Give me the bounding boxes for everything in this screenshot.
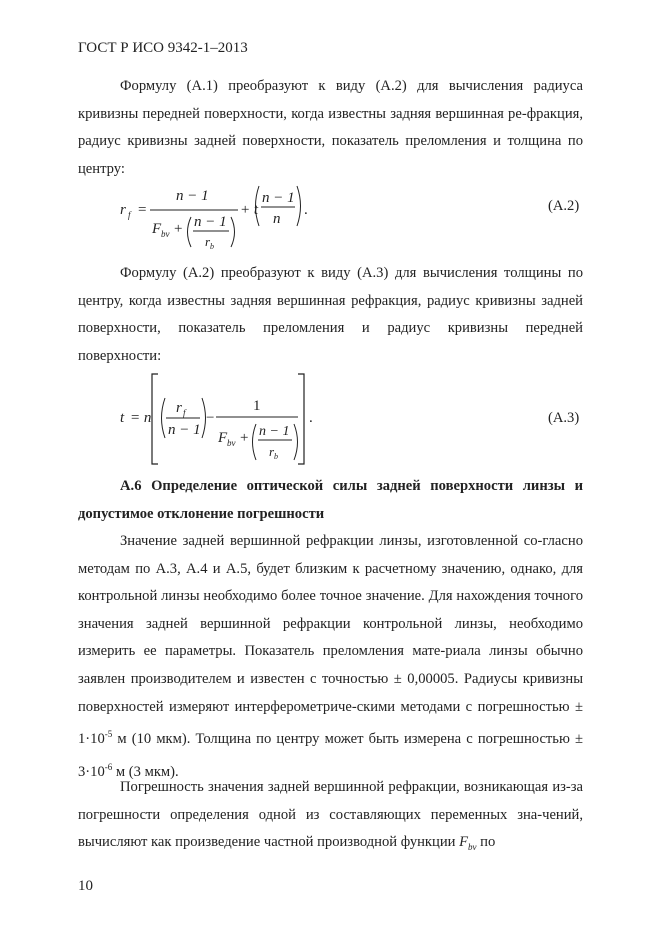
eq-a2-paren-den: n	[273, 211, 281, 227]
eq-a3-right-paren	[202, 398, 206, 438]
eq-a2-right-paren-2	[297, 186, 301, 226]
eq-a2-lhs: r	[120, 202, 126, 218]
eq-a2-den-plus: +	[174, 221, 183, 237]
equation-a3	[78, 370, 588, 470]
eq-a3-inner-num: n − 1	[259, 424, 290, 439]
eq-a3-one: 1	[253, 398, 261, 414]
eq-a2-den-F: F	[152, 221, 162, 237]
paragraph-measurement	[78, 528, 583, 786]
eq-a2-equals: =	[138, 202, 147, 218]
paragraph-text: Формулу (А.1) преобразуют к виду (А.2) для вычисления радиуса кривизны передней поверхности, когда известны задняя вершинная ре-фракция, радиус кривизны задней поверхности, показатель преломления и толщина по центру:	[78, 78, 583, 177]
eq-a3-lhs: t	[120, 410, 125, 426]
para3-exponent-1: -5	[104, 729, 113, 740]
eq-a2-label: (А.2)	[548, 198, 580, 214]
para4-F: F	[459, 834, 469, 851]
eq-a3-minus: −	[206, 410, 215, 426]
eq-a3-den-plus: +	[240, 430, 249, 446]
eq-a3-label: (А.3)	[548, 410, 580, 426]
eq-a2-dot: .	[304, 202, 308, 218]
para4-text-start: Погрешность значения задней вершинной рефракции, возникающая из-за погрешности определения одной из составляющих переменных зна-чений, вычисляют как произведение частной производной функции	[78, 779, 583, 851]
page-number: 10	[78, 878, 93, 894]
eq-a3-den-F-sub: bv	[227, 438, 236, 448]
para3-text-mid: м (10 мкм). Толщина по центру может быть измерена с погрешностью ± 3·10	[78, 731, 583, 780]
eq-a2-den-F-sub: bv	[161, 229, 170, 239]
eq-a3-right-bracket	[298, 374, 304, 464]
para4-F-sub: bv	[468, 842, 477, 853]
para4-text-end: по	[476, 834, 496, 851]
paragraph-text	[78, 774, 583, 862]
eq-a3-inner-left-paren	[253, 424, 257, 460]
eq-a3-eq-n: = n	[130, 410, 152, 426]
eq-a3-f-num: r	[176, 400, 182, 416]
para3-text-start: Значение задней вершинной рефракции линзы, изготовленной со-гласно методам по А.3, А.4 и А.5, будет близким к расчетному значению, однако, для контрольной линзы необходимо более точное значение. Для нахождения точного значения задней вершинной рефракции контрольной линзы, необходимо измерить ее параметры. Показатель преломления мате-риала линзы обычно заявлен производителем и известен с точностью ± 0,00005. Радиусы кривизны поверхностей измеряют интерферометриче-скими методами с погрешностью ± 1·10	[78, 533, 583, 748]
eq-a3-inner-right-paren	[294, 424, 298, 460]
section-heading-a6	[78, 473, 583, 528]
paragraph-intro-a3	[78, 260, 583, 370]
heading-text: А.6 Определение оптической силы задней поверхности линзы и допустимое отклонение погрешности	[78, 478, 583, 522]
eq-a3-dot: .	[309, 410, 313, 426]
eq-a3-left-paren	[162, 398, 166, 438]
document-header: ГОСТ Р ИСО 9342-1–2013	[78, 40, 248, 56]
equation-a2	[78, 180, 588, 254]
eq-a2-inner-num: n − 1	[194, 214, 227, 230]
eq-a3-den-F: F	[218, 430, 228, 446]
paragraph-text: Формулу (А.2) преобразуют к виду (А.3) для вычисления толщины по центру, когда известны задняя вершинная рефракция, радиус кривизны задней поверхности, показатель преломления и радиус кривизны передней поверхности:	[78, 265, 583, 364]
eq-a2-inner-den-sub: b	[210, 242, 214, 251]
eq-a2-numerator: n − 1	[176, 188, 209, 204]
paragraph-text	[78, 528, 583, 786]
para3-text-end: м (3 мкм).	[112, 763, 179, 780]
eq-a2-left-paren	[188, 217, 192, 247]
eq-a2-paren-num: n − 1	[262, 190, 295, 206]
eq-a3-f-num-sub: f	[183, 408, 186, 418]
eq-a2-lhs-sub: f	[128, 210, 131, 220]
para3-exponent-2: -6	[104, 761, 113, 772]
eq-a2-right-paren	[231, 217, 235, 247]
paragraph-error	[78, 774, 583, 862]
eq-a2-inner-den: r	[205, 234, 211, 249]
eq-a3-inner-den-sub: b	[274, 452, 278, 461]
eq-a3-inner-den: r	[269, 444, 275, 459]
eq-a3-left-bracket	[152, 374, 158, 464]
paragraph-intro-a2	[78, 73, 583, 183]
eq-a2-plus-t: + t	[240, 202, 259, 218]
eq-a3-f-den: n − 1	[168, 422, 201, 438]
